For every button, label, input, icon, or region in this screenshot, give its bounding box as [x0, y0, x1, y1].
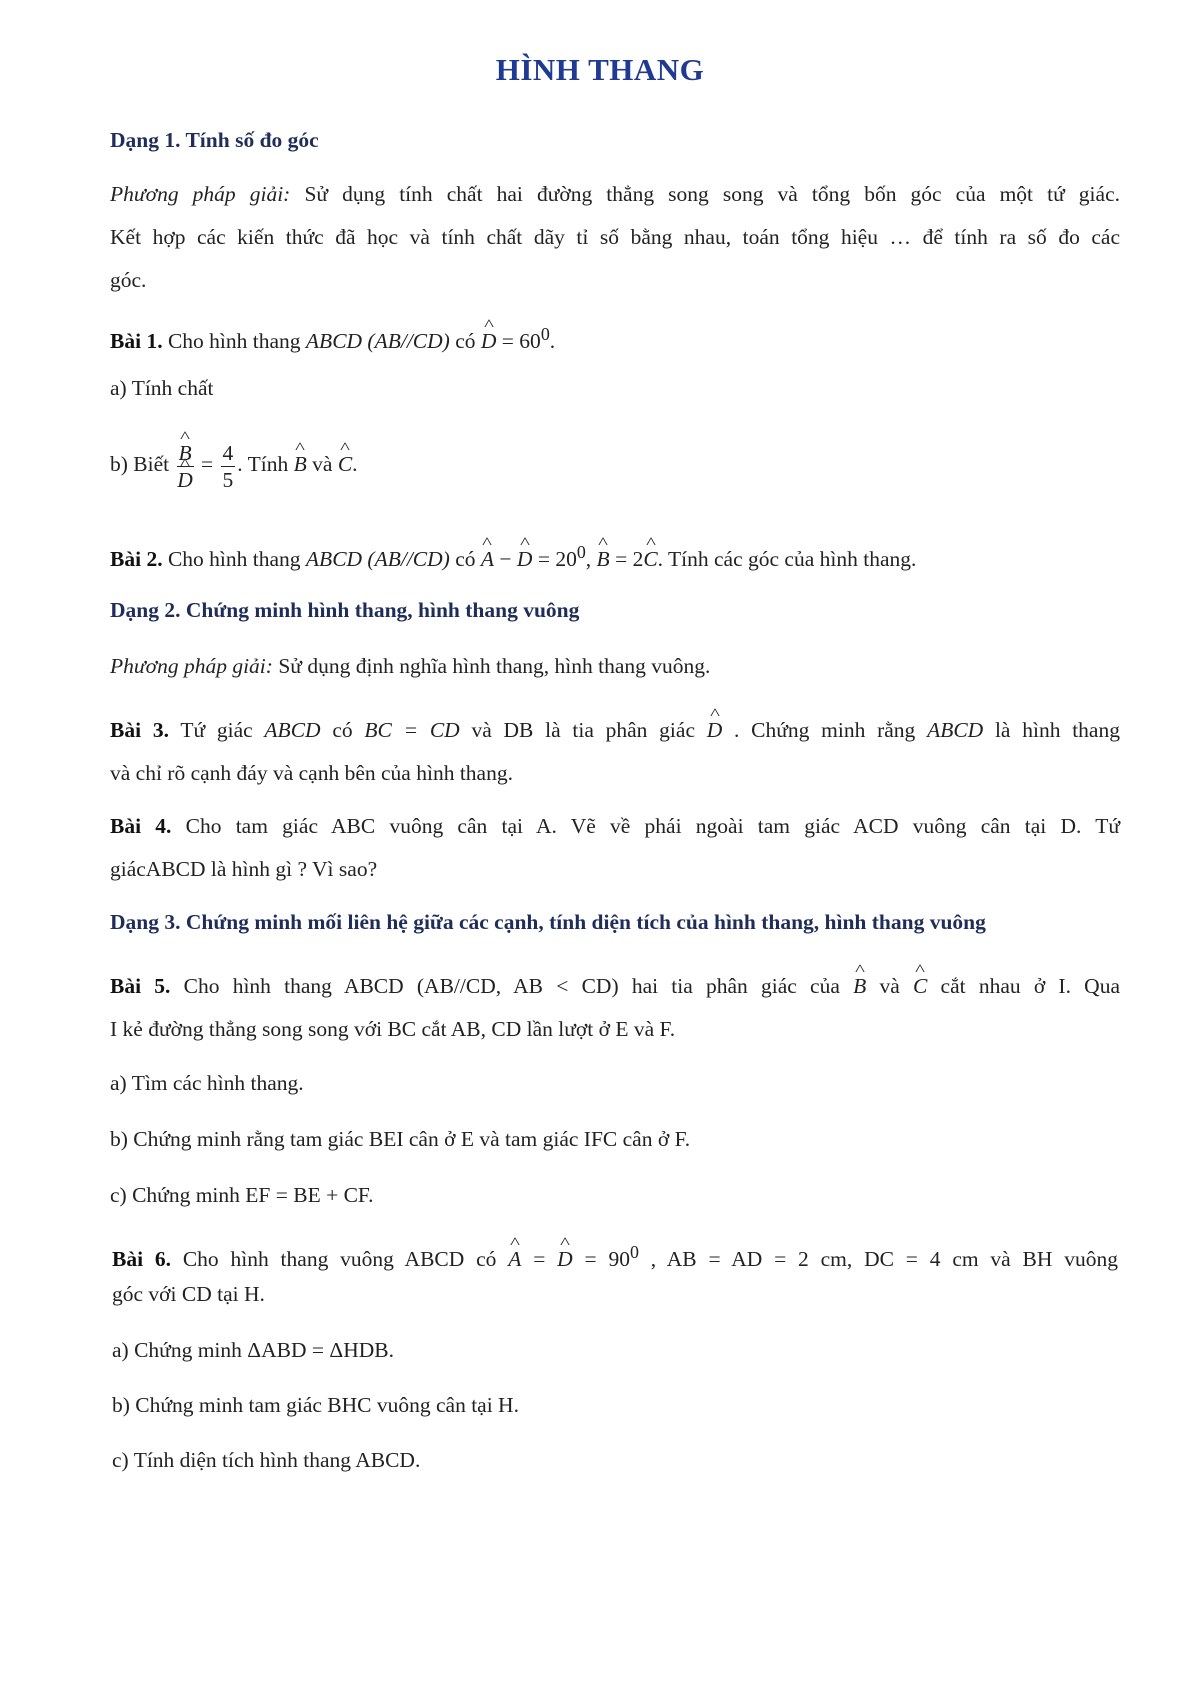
exercise-bai5-line1: Bài 5. Cho hình thang ABCD (AB//CD, AB < CD) hai tia phân giác của ^ B và ^ C cắt nhau ở I. Qua [110, 972, 1120, 1000]
exercise-bai3-line2: và chỉ rõ cạnh đáy và cạnh bên của hình thang. [110, 761, 513, 785]
exercise-label: Bài 1. [110, 329, 163, 354]
exercise-bai5-part-c: c) Chứng minh EF = BE + CF. [110, 1183, 374, 1207]
exercise-bai6-part-c: c) Tính diện tích hình thang ABCD. [112, 1448, 421, 1472]
method-dang2: Phương pháp giải: Sử dụng định nghĩa hình thang, hình thang vuông. [110, 654, 711, 678]
exercise-bai5-part-b: b) Chứng minh rằng tam giác BEI cân ở E và tam giác IFC cân ở F. [110, 1127, 691, 1151]
method-label: Phương pháp giải: [110, 182, 291, 206]
exercise-bai1: Bài 1. Cho hình thang ABCD (AB//CD) có ^ $D = 60^0$. [110, 320, 1120, 355]
method-label: Phương pháp giải: [110, 654, 273, 678]
section-heading-dang1: Dạng 1. Tính số đo góc [110, 128, 319, 152]
exercise-label: Bài 5. [110, 974, 171, 998]
exercise-bai6-line2: góc với CD tại H. [112, 1282, 265, 1306]
page-title: HÌNH THANG [495, 52, 705, 87]
section-heading-dang3: Dạng 3. Chứng minh mối liên hệ giữa các cạnh, tính diện tích của hình thang, hình thang vuông [110, 910, 986, 934]
exercise-bai5-line2: I kẻ đường thẳng song song với BC cắt AB, CD lần lượt ở E và F. [110, 1017, 676, 1041]
exercise-label: Bài 2. [110, 547, 163, 572]
exercise-bai6-part-a: a) Chứng minh ΔABD = ΔHDB. [112, 1338, 394, 1362]
method-dang1-line2: Kết hợp các kiến thức đã học và tính chất dãy tỉ số bằng nhau, toán tổng hiệu … để tính ra số đo các [110, 225, 1120, 249]
exercise-bai6-line1: Bài 6. Cho hình thang vuông ABCD có ^ A = ^ $D = 90^0$ , AB = AD = 2 cm, DC = 4 cm và BH vuông [112, 1238, 1118, 1273]
exercise-label: Bài 6. [112, 1247, 172, 1272]
exercise-bai4-line2: giácABCD là hình gì ? Vì sao? [110, 857, 378, 881]
angle-symbol: ^ D [481, 327, 497, 355]
method-dang1-line3: góc. [110, 268, 147, 292]
exercise-label: Bài 3. [110, 718, 169, 742]
exercise-bai1-part-b: b) Biết ^ B ^ D = $\frac{4}{5}$ . Tính ^ B và ^ C. [110, 436, 1120, 496]
exercise-bai6-part-b: b) Chứng minh tam giác BHC vuông cân tại H. [112, 1393, 519, 1417]
exercise-bai1-part-a: a) Tính chất [110, 376, 214, 400]
angle-ratio-fraction: ^ B ^ D [177, 440, 194, 493]
method-dang1-line1: Phương pháp giải: Sử dụng tính chất hai đường thẳng song song và tổng bốn góc của một tứ giác. [110, 182, 1120, 206]
exercise-bai4-line1: Bài 4. Cho tam giác ABC vuông cân tại A. Vẽ về phái ngoài tam giác ACD vuông cân tại D. Tứ [110, 814, 1120, 838]
exercise-label: Bài 4. [110, 814, 172, 838]
exercise-bai5-part-a: a) Tìm các hình thang. [110, 1071, 304, 1095]
ratio-fraction: $\frac{4}{5}$ [222, 440, 234, 492]
exercise-bai2: Bài 2. Cho hình thang ABCD (AB//CD) có ^ A − ^ $D = 20^0$, ^ B = 2^ C. Tính các góc của hình thang. [110, 538, 1120, 573]
exercise-bai3-line1: Bài 3. Tứ giác ABCD có BC = CD và DB là tia phân giác ^ D . Chứng minh rằng ABCD là hình thang [110, 716, 1120, 744]
section-heading-dang2: Dạng 2. Chứng minh hình thang, hình thang vuông [110, 598, 580, 622]
